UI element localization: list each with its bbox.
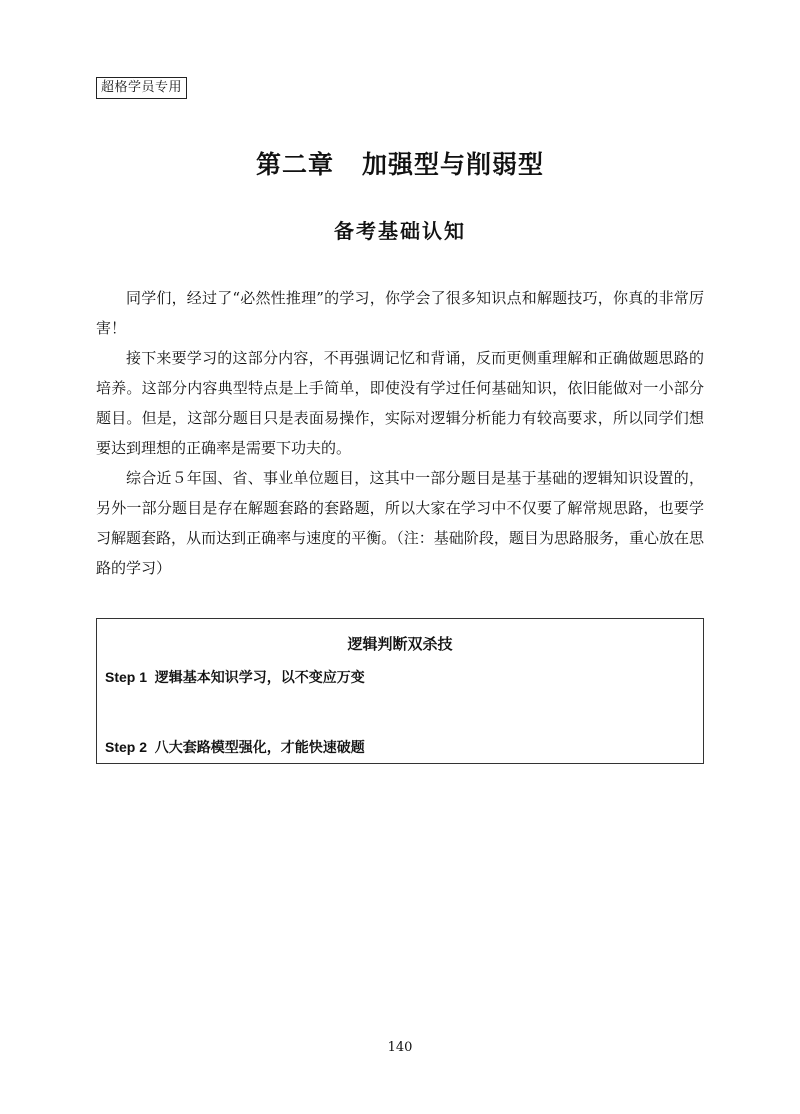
page-number: 140 xyxy=(387,1040,413,1055)
chapter-number: 第二章 xyxy=(255,150,334,179)
step-1: Step 1 逻辑基本知识学习，以不变应万变 xyxy=(105,669,365,685)
paragraph-1: 同学们，经过了“必然性推理”的学习，你学会了很多知识点和解题技巧，你真的非常厉害！ xyxy=(96,289,704,337)
body-text xyxy=(96,283,704,583)
skill-box xyxy=(96,618,704,764)
section-title: 备考基础认知 xyxy=(334,219,466,243)
exclusive-tag: 超格学员专用 xyxy=(96,77,187,99)
chapter-title xyxy=(0,145,800,181)
chapter-name: 加强型与削弱型 xyxy=(362,150,545,179)
paragraph-3: 综合近５年国、省、事业单位题目，这其中一部分题目是基于基础的逻辑知识设置的，另外一部分题目是存在解题套路的套路题，所以大家在学习中不仅要了解常规思路，也要学习解题套路，从而达到正确率与速度的平衡。（注：基础阶段，题目为思路服务，重心放在思路的学习） xyxy=(96,469,704,577)
paragraph-2: 接下来要学习的这部分内容，不再强调记忆和背诵，反而更侧重理解和正确做题思路的培养。这部分内容典型特点是上手简单，即使没有学过任何基础知识，依旧能做对一小部分题目。但是，这部分题目只是表面易操作，实际对逻辑分析能力有较高要求，所以同学们想要达到理想的正确率是需要下功夫的。 xyxy=(96,349,704,457)
step-2: Step 2 八大套路模型强化，才能快速破题 xyxy=(105,739,365,755)
skill-box-title: 逻辑判断双杀技 xyxy=(347,636,453,653)
